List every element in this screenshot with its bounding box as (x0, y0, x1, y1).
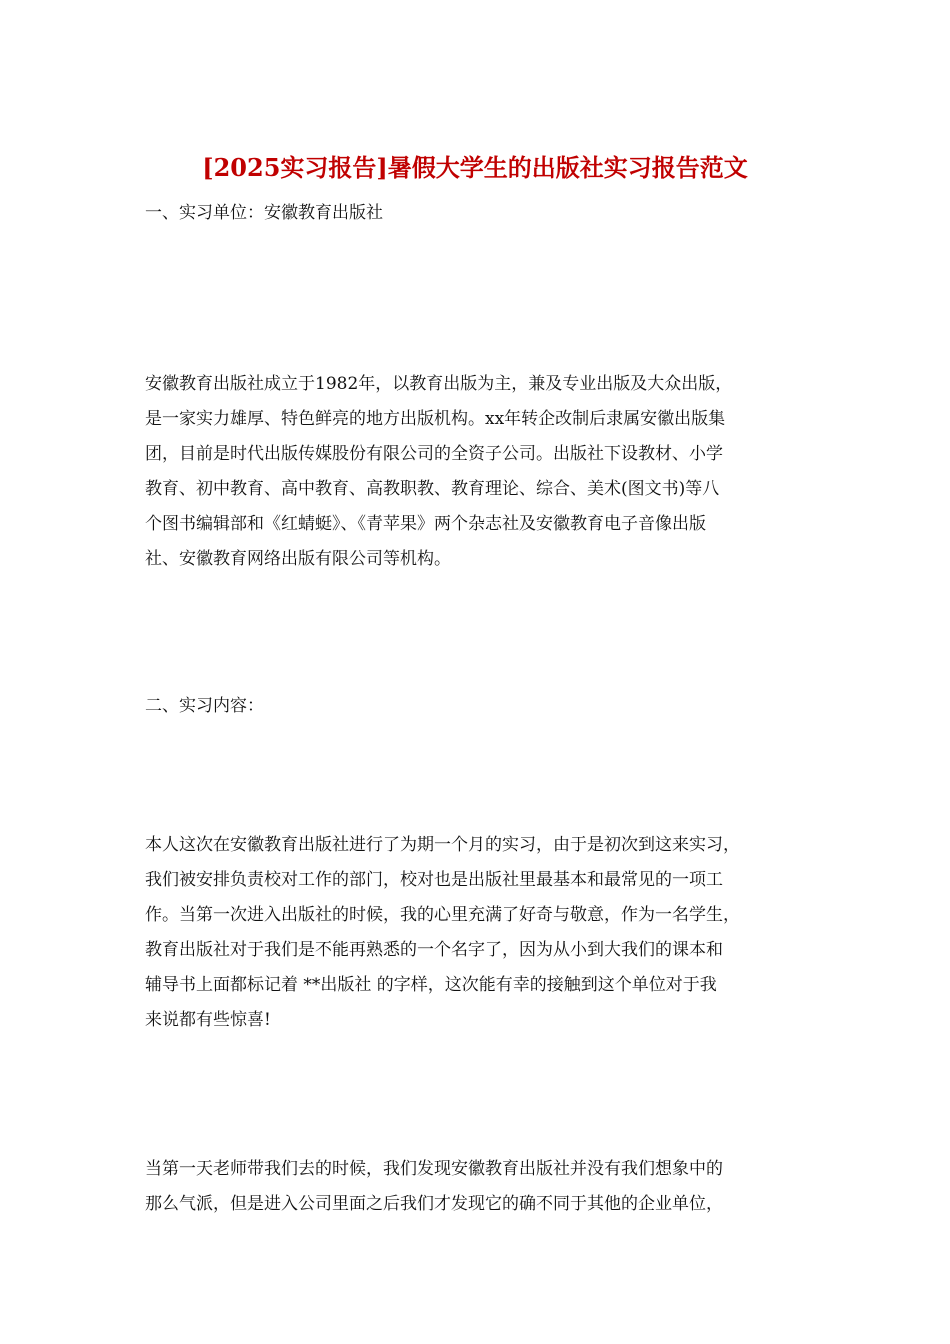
paragraph-line: 那么气派，但是进入公司里面之后我们才发现它的确不同于其他的企业单位， (145, 1194, 723, 1214)
paragraph-3 (145, 1152, 835, 1222)
paragraph-line: 辅导书上面都标记着 **出版社 的字样，这次能有幸的接触到这个单位对于我 (145, 975, 717, 995)
paragraph-line: 是一家实力雄厚、特色鲜亮的地方出版机构。xx年转企改制后隶属安徽出版集 (145, 409, 726, 429)
paragraph-line: 本人这次在安徽教育出版社进行了为期一个月的实习，由于是初次到这来实习， (145, 835, 740, 855)
paragraph-line: 个图书编辑部和《红蜻蜓》、《青苹果》两个杂志社及安徽教育电子音像出版 (145, 514, 706, 534)
paragraph-1 (145, 367, 835, 577)
paragraph-line: 教育、初中教育、高中教育、高教职教、教育理论、综合、美术(图文书)等八 (145, 479, 720, 499)
paragraph-line: 社、安徽教育网络出版有限公司等机构。 (145, 549, 451, 569)
paragraph-line: 作。当第一次进入出版社的时候，我的心里充满了好奇与敬意，作为一名学生， (145, 905, 740, 925)
paragraph-line: 团，目前是时代出版传媒股份有限公司的全资子公司。出版社下设教材、小学 (145, 444, 723, 464)
section-2-heading: 二、实习内容： (145, 696, 264, 716)
paragraph-2 (145, 828, 835, 1038)
paragraph-line: 当第一天老师带我们去的时候，我们发现安徽教育出版社并没有我们想象中的 (145, 1159, 723, 1179)
paragraph-line: 来说都有些惊喜! (145, 1010, 271, 1030)
document-title: [2025实习报告]暑假大学生的出版社实习报告范文 (202, 153, 748, 182)
paragraph-line: 教育出版社对于我们是不能再熟悉的一个名字了，因为从小到大我们的课本和 (145, 940, 723, 960)
paragraph-line: 我们被安排负责校对工作的部门，校对也是出版社里最基本和最常见的一项工 (145, 870, 723, 890)
section-1-heading: 一、实习单位：安徽教育出版社 (145, 203, 383, 223)
paragraph-line: 安徽教育出版社成立于1982年，以教育出版为主，兼及专业出版及大众出版， (145, 374, 733, 394)
